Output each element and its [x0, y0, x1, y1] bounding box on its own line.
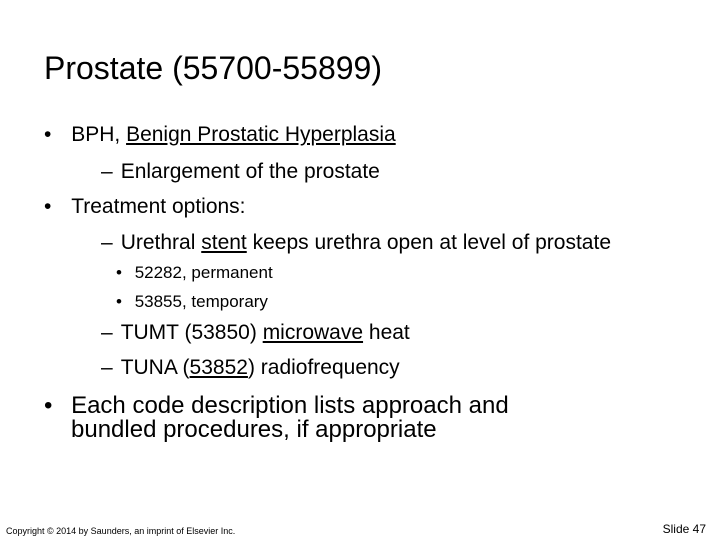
sub-urethral-stent — [101, 230, 611, 256]
code-description-line2: bundled procedures, if appropriate — [71, 416, 437, 443]
code-description-line1: Each code description lists approach and — [71, 392, 509, 419]
bullet-code-description — [44, 394, 509, 418]
sub-enlargement — [101, 159, 380, 185]
tuna-prefix: TUNA ( — [120, 356, 190, 379]
tumt-suffix: heat — [368, 321, 410, 344]
bullet-icon: • — [44, 392, 53, 419]
dash-icon: – — [101, 321, 113, 344]
bullet-icon: • — [116, 263, 122, 282]
code-52282-text: 52282, permanent — [134, 263, 273, 282]
tuna-code-term: 53852 — [189, 356, 248, 379]
tuna-suffix: ) radiofrequency — [247, 356, 400, 379]
dash-icon: – — [101, 160, 113, 183]
bullet-icon: • — [44, 123, 52, 146]
bph-term: Benign Prostatic Hyperplasia — [126, 123, 396, 146]
sub-tuna — [101, 355, 400, 381]
microwave-term: microwave — [262, 321, 364, 344]
bullet-icon: • — [116, 292, 122, 311]
copyright-text: Copyright © 2014 by Saunders, an imprint of Elsevier Inc. — [6, 526, 236, 536]
stent-term: stent — [201, 231, 247, 254]
dash-icon: – — [101, 356, 113, 379]
enlargement-text: Enlargement of the prostate — [120, 160, 380, 183]
tumt-prefix: TUMT (53850) — [120, 321, 257, 344]
bullet-treatment — [44, 194, 246, 220]
code-53855-text: 53855, temporary — [134, 292, 268, 311]
slide-number: Slide 47 — [662, 522, 706, 536]
dash-icon: – — [101, 231, 113, 254]
code-52282 — [116, 262, 273, 284]
bph-prefix: BPH, — [71, 123, 121, 146]
code-53855 — [116, 291, 268, 313]
urethral-prefix: Urethral — [120, 231, 196, 254]
bullet-icon: • — [44, 195, 52, 218]
bullet-bph — [44, 122, 396, 148]
slide-title: Prostate (55700-55899) — [44, 50, 382, 86]
treatment-text: Treatment options: — [71, 195, 246, 218]
sub-tumt — [101, 320, 410, 346]
urethral-suffix: keeps urethra open at level of prostate — [252, 231, 612, 254]
